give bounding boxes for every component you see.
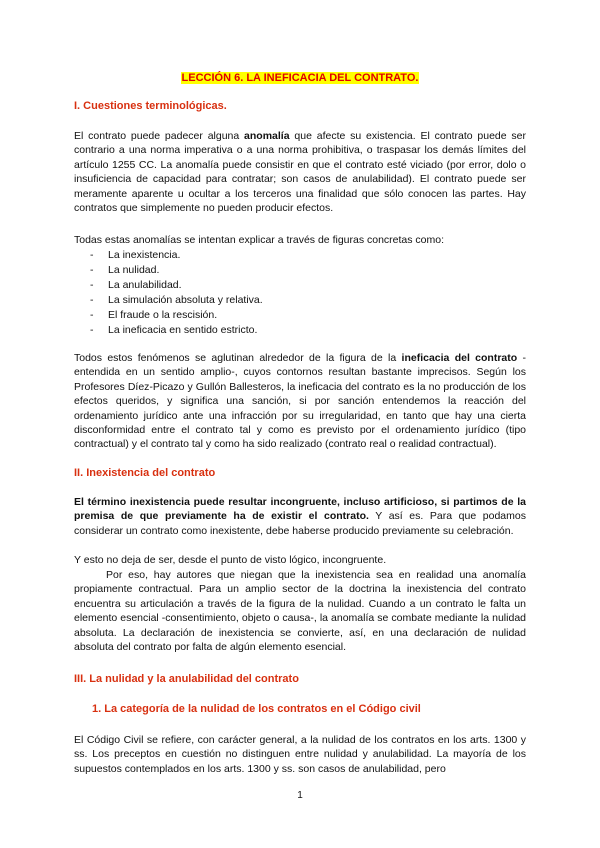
section-heading-nulidad: III. La nulidad y la anulabilidad del contrato [74, 673, 299, 685]
paragraph-codigo-civil: El Código Civil se refiere, con carácter general, a la nulidad de los contratos en los arts. 1300 y ss. Los preceptos en cuestión no distinguen entre nulidad y anulabilidad. La mayoría de los supuestos contemplados en los arts. 1300 y ss. son casos de anulabilidad, pero [74, 734, 526, 775]
list-item: - La anulabilidad. [90, 278, 263, 293]
paragraph-incongruent: Y esto no deja de ser, desde el punto de visto lógico, incongruente. [74, 554, 387, 566]
paragraph-figures-intro: Todas estas anomalías se intentan explicar a través de figuras concretas como: [74, 234, 445, 246]
list-item: - La nulidad. [90, 263, 263, 278]
paragraph-anomalies: El contrato puede padecer alguna anomalía que afecte su existencia. El contrato puede ser contrario a una norma imperativa o a una norma prohibitiva, o traspasar los demás límites del artículo 1255 CC. La anomalía puede consistir en que el contrato esté viciado (por error, dolo o insuficiencia de capacidad para contratar; son casos de anulabilidad). El contrato puede ser meramente aparente u ocultar a los terceros una finalidad que sólo conocen las partes. Hay contratos que simplemente no pueden producir efectos. [74, 130, 526, 215]
paragraph-ineficacia: Todos estos fenómenos se aglutinan alrededor de la figura de la ineficacia del contrato -entendida en un sentido amplio-, cuyos contornos resultan bastante imprecisos. Según los Profesores Díez-Picazo y Gullón Ballesteros, la ineficacia del contrato es la no producción de los efectos queridos, y significa una sanción, si por sanción entendemos la reacción del ordenamiento jurídico ante una infracción por su irregularidad, en tanto que hay una cierta disconformidad entre el contrato tal y como es previsto por el ordenamiento jurídico (tipo contractual) y el contrato tal y como ha sido realizado (contrato real o realidad contractual). [74, 352, 526, 451]
lesson-title: LECCIÓN 6. LA INEFICACIA DEL CONTRATO. [181, 72, 419, 84]
section-heading-terminology: I. Cuestiones terminológicas. [74, 100, 227, 112]
figures-list [90, 248, 263, 338]
list-item: - La ineficacia en sentido estricto. [90, 323, 263, 338]
list-item: - La inexistencia. [90, 248, 263, 263]
list-item: - La simulación absoluta y relativa. [90, 293, 263, 308]
list-item: - El fraude o la rescisión. [90, 308, 263, 323]
section-heading-inexistence: II. Inexistencia del contrato [74, 467, 216, 479]
subsection-heading-codigo-civil: 1. La categoría de la nulidad de los contratos en el Código civil [92, 703, 421, 715]
page-number: 1 [297, 790, 303, 801]
paragraph-inexistence-term: El término inexistencia puede resultar incongruente, incluso artificioso, si partimos de la premisa de que previamente ha de existir el contrato. Y así es. Para que podamos considerar un contrato como inexistente, debe haberse producido previamente su celebración. [74, 496, 526, 537]
paragraph-authors: Por eso, hay autores que niegan que la inexistencia sea en realidad una anomalía propiamente contractual. Para un amplio sector de la doctrina la inexistencia del contrato encuentra su articulación a través de la figura de la nulidad. Cuando a un contrato le falta un elemento esencial -consentimiento, objeto o causa-, la anomalía se combate mediante la nulidad absoluta. La declaración de inexistencia se convierte, así, en una declaración de nulidad absoluta del contrato por falta de algún elemento esencial. [74, 569, 526, 654]
